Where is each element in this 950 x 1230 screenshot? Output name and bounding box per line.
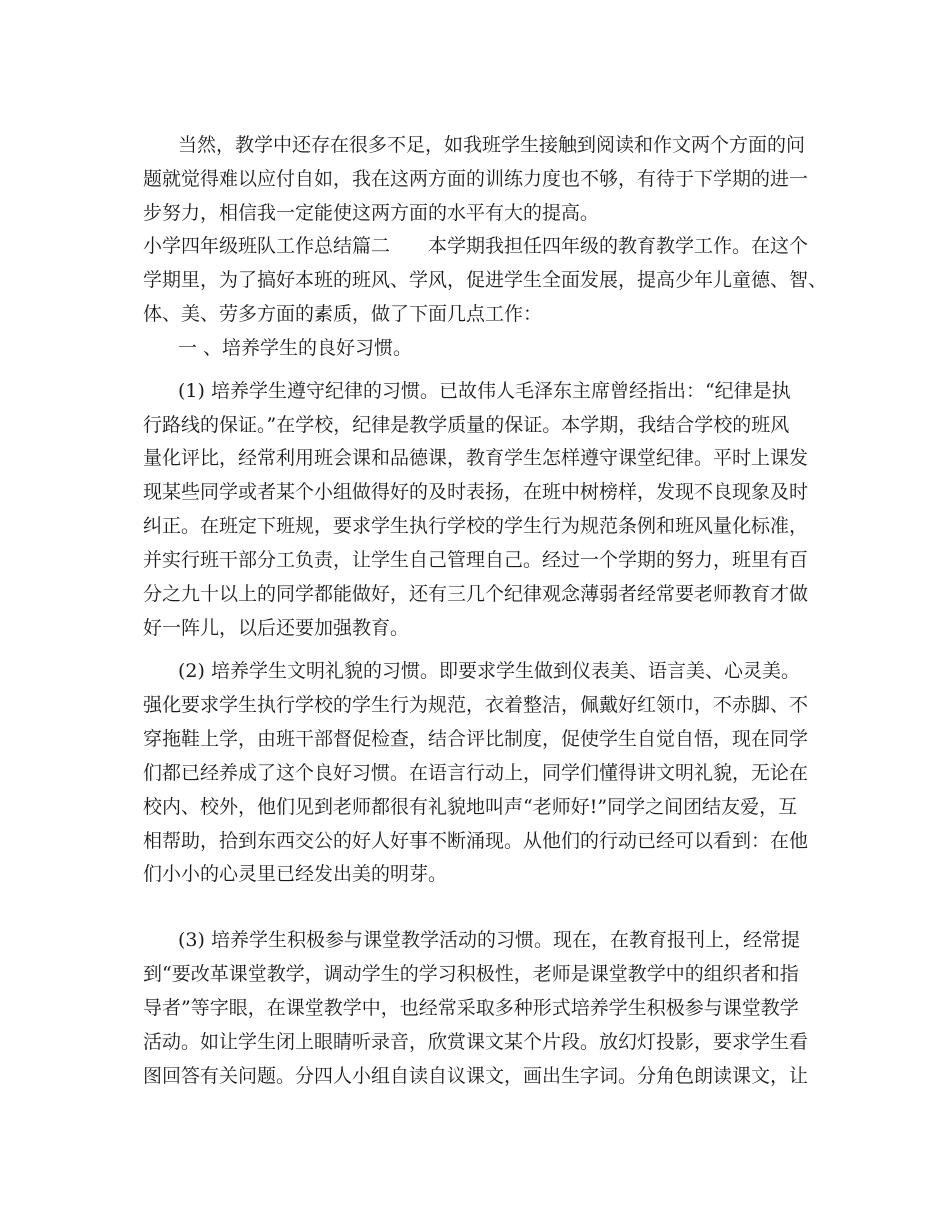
text-line: 穿拖鞋上学，由班干部督促检查，结合评比制度，促使学生自觉自悟，现在同学 [143, 728, 809, 750]
text-line: 分之九十以上的同学都能做好，还有三几个纪律观念薄弱者经常要老师教育才做 [143, 583, 809, 605]
text-line: (3) 培养学生积极参与课堂教学活动的习惯。现在，在教育报刊上，经常提 [178, 929, 800, 951]
text-line: 强化要求学生执行学校的学生行为规范，衣着整洁，佩戴好红领巾，不赤脚、不 [143, 694, 809, 716]
text-line: (1) 培养学生遵守纪律的习惯。已故伟人毛泽东主席曾经指出：“纪律是执 [178, 380, 791, 402]
text-line: 体、美、劳多方面的素质，做了下面几点工作： [143, 303, 543, 325]
text-line: 量化评比，经常利用班会课和品德课，教育学生怎样遵守课堂纪律。平时上课发 [143, 447, 809, 469]
text-line: 当然，教学中还存在很多不足，如我班学生接触到阅读和作文两个方面的问 [178, 134, 806, 156]
text-line: 活动。如让学生闭上眼睛听录音，欣赏课文某个片段。放幻灯投影，要求学生看 [143, 1031, 809, 1053]
text-line: 们都已经养成了这个良好习惯。在语言行动上，同学们懂得讲文明礼貌，无论在 [143, 762, 809, 784]
text-line: 好一阵儿，以后还要加强教育。 [143, 617, 410, 639]
text-line: 校内、校外，他们见到老师都很有礼貌地叫声“老师好!”同学之间团结友爱，互 [143, 796, 798, 818]
subheading-line: 一 、培养学生的良好习惯。 [178, 337, 413, 359]
section-heading-line: 小学四年级班队工作总结篇二 本学期我担任四年级的教育教学工作。在这个 [143, 235, 809, 257]
text-line: 并实行班干部分工负责，让学生自己管理自己。经过一个学期的努力，班里有百 [143, 549, 809, 571]
text-line: 步努力，相信我一定能使这两方面的水平有大的提高。 [143, 202, 600, 224]
text-line: 到“要改革课堂教学，调动学生的学习积极性，老师是课堂教学中的组织者和指 [143, 963, 799, 985]
text-line: 纠正。在班定下班规，要求学生执行学校的学生行为规范条例和班风量化标准， [143, 515, 809, 537]
text-line: 行路线的保证。”在学校，纪律是教学质量的保证。本学期，我结合学校的班风 [143, 414, 790, 436]
text-line: 学期里，为了搞好本班的班风、学风，促进学生全面发展，提高少年儿童德、智、 [143, 269, 828, 291]
text-line: 现某些同学或者某个小组做得好的及时表扬，在班中树榜样，发现不良现象及时 [143, 481, 809, 503]
text-line: 图回答有关问题。分四人小组自读自议课文，画出生字词。分角色朗读课文，让 [143, 1065, 809, 1087]
text-line: 导者”等字眼，在课堂教学中，也经常采取多种形式培养学生积极参与课堂教学 [143, 997, 799, 1019]
text-line: 相帮助，拾到东西交公的好人好事不断涌现。从他们的行动已经可以看到：在他 [143, 830, 809, 852]
text-line: 题就觉得难以应付自如，我在这两方面的训练力度也不够，有待于下学期的进一 [143, 168, 809, 190]
text-line: 们小小的心灵里已经发出美的明芽。 [143, 863, 448, 885]
text-line: (2) 培养学生文明礼貌的习惯。即要求学生做到仪表美、语言美、心灵美。 [178, 660, 800, 682]
